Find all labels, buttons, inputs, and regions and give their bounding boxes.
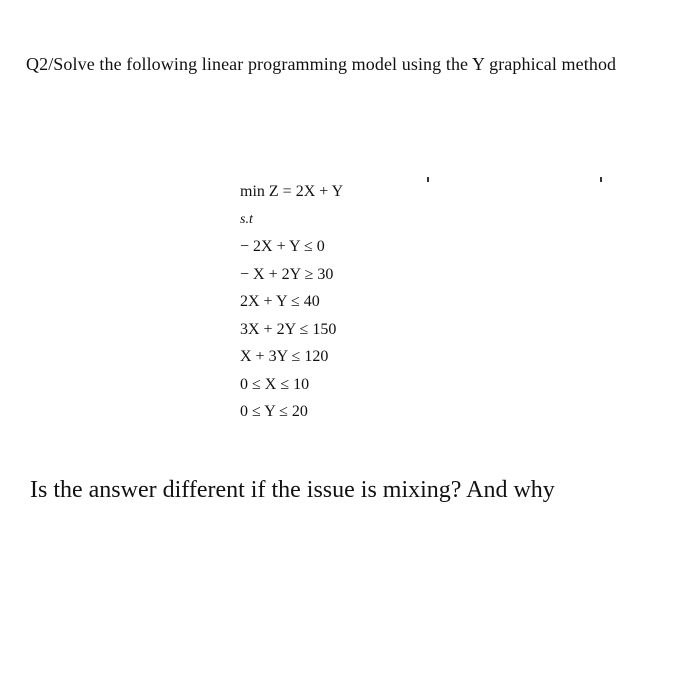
constraint-bound-y: 0 ≤ Y ≤ 20: [240, 403, 308, 420]
question-text: Q2/Solve the following linear programming model using the Y graphical method: [26, 54, 617, 74]
constraint-4: 3X + 2Y ≤ 150: [240, 320, 337, 338]
constraint-2: − X + 2Y ≥ 30: [240, 265, 334, 283]
lp-model: [240, 178, 343, 426]
stray-mark: [427, 177, 429, 182]
constraint-bound-x: 0 ≤ X ≤ 10: [240, 375, 310, 393]
objective-function: min Z = 2X + Y: [240, 183, 344, 200]
stray-mark: [600, 177, 602, 182]
constraint-3: 2X + Y ≤ 40: [240, 293, 320, 310]
constraint-1: − 2X + Y ≤ 0: [240, 238, 325, 255]
constraint-5: X + 3Y ≤ 120: [240, 348, 329, 365]
followup-question: Is the answer different if the issue is mixing? And why: [30, 477, 555, 503]
subject-to-label: s.t: [240, 211, 253, 227]
